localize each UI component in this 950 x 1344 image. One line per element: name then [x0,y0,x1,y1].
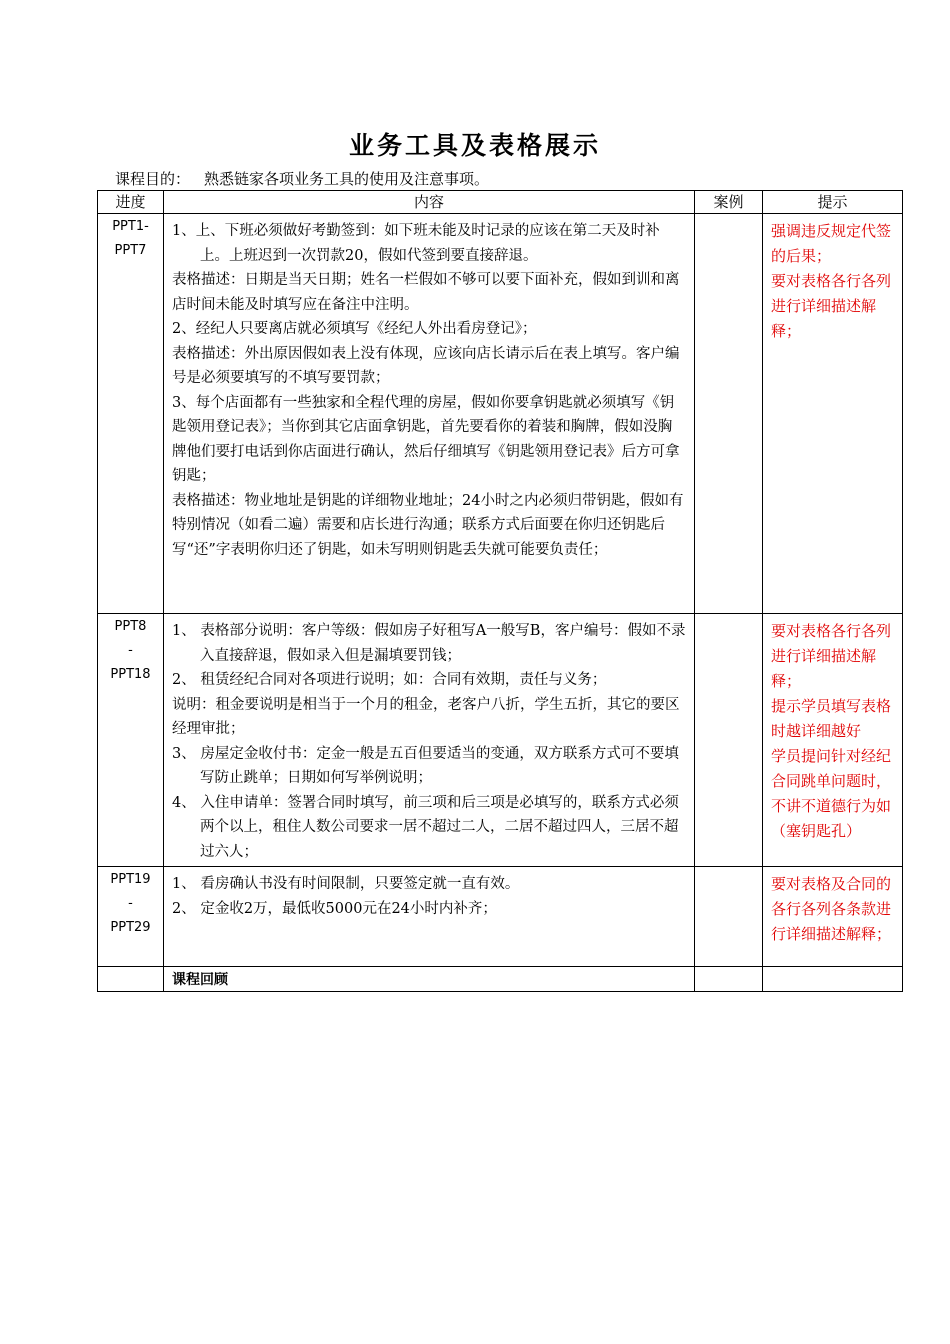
content-paragraph: 3、每个店面都有一些独家和全程代理的房屋，假如你要拿钥匙就必须填写《钥匙领用登记表》；当你到其它店面拿钥匙，首先要看你的着装和胸牌，假如没胸牌他们要打电话到你店面进行确认，然后仔细填写《钥匙领用登记表》后方可拿钥匙； [172,394,680,484]
progress-cell [98,867,164,967]
table-row [98,867,903,967]
content-paragraph: 表格描述：物业地址是钥匙的详细物业地址；24小时之内必须归带钥匙，假如有特别情况（如看二遍）需要和店长进行沟通；联系方式后面要在你归还钥匙后写“还”字表明你归还了钥匙，如未写明则钥匙丢失就可能要负责任； [172,492,684,558]
case-cell [695,614,763,867]
tip-text: 强调违反规定代签的后果； [771,222,892,265]
purpose-label: 课程目的： [115,170,191,188]
content-paragraph: 4、 入住申请单：签署合同时填写，前三项和后三项是必填写的，联系方式必须两个以上，租住人数公司要求一居不超过二人，二居不超过四人，三居不超过六人； [172,794,679,860]
progress-cell [98,214,164,614]
purpose-text: 熟悉链家各项业务工具的使用及注意事项。 [204,170,490,188]
tip-text: 要对表格及合同的各行各列各条款进行详细描述解释； [771,875,892,943]
table-header-row [98,191,903,214]
content-paragraph: 3、 房屋定金收付书：定金一般是五百但要适当的变通，双方联系方式可不要填写防止跳单；日期如何写举例说明； [172,745,679,786]
progress-cell [98,614,164,867]
course-purpose [115,168,489,189]
header-case: 案例 [695,191,763,214]
header-progress: 进度 [98,191,164,214]
tip-cell [763,867,903,967]
content-paragraph: 2、经纪人只要离店就必须填写《经纪人外出看房登记》； [172,321,537,337]
progress-text: PPT19 [110,872,151,887]
content-paragraph: 1、 表格部分说明：客户等级：假如房子好租写A一般写B，客户编号：假如不录入直接辞退，假如录入但是漏填要罚钱； [172,623,686,664]
review-tip-cell [763,967,903,992]
case-cell [695,867,763,967]
review-case-cell [695,967,763,992]
tip-text: 学员提问针对经纪合同跳单问题时，不讲不道德行为如（塞钥匙孔） [771,747,892,840]
tip-text: 要对表格各行各列进行详细描述解释； [771,622,892,690]
table-row [98,214,903,614]
review-label: 课程回顾 [164,967,695,992]
tip-text: 要对表格各行各列进行详细描述解释； [771,272,892,340]
review-progress-cell [98,967,164,992]
progress-text: PPT29 [110,920,151,935]
progress-text: PPT7 [114,243,147,258]
content-cell [164,214,695,614]
content-paragraph: 1、上、下班必须做好考勤签到：如下班未能及时记录的应该在第二天及时补上。上班迟到一次罚款20，假如代签到要直接辞退。 [172,223,660,264]
content-paragraph: 2、 定金收2万，最低收5000元在24小时内补齐； [172,900,497,917]
content-paragraph: 2、 租赁经纪合同对各项进行说明；如：合同有效期，责任与义务； [172,672,607,688]
progress-text: PPT8 [114,619,147,634]
content-paragraph: 表格描述：外出原因假如表上没有体现，应该向店长请示后在表上填写。客户编号是必须要填写的不填写要罚款； [172,345,680,386]
content-paragraph: 1、 看房确认书没有时间限制，只要签定就一直有效。 [172,876,520,892]
content-cell [164,614,695,867]
review-row [98,967,903,992]
page-title: 业务工具及表格展示 [348,131,601,160]
tip-cell [763,614,903,867]
progress-text: PPT18 [110,667,151,682]
table-row [98,614,903,867]
header-tip: 提示 [763,191,903,214]
tip-text: 提示学员填写表格时越详细越好 [771,697,892,740]
content-paragraph: 说明：租金要说明是相当于一个月的租金，老客户八折，学生五折，其它的要区经理审批； [172,696,680,737]
progress-text: PPT1- [112,219,149,234]
content-paragraph: 表格描述：日期是当天日期；姓名一栏假如不够可以要下面补充，假如到训和离店时间未能及时填写应在备注中注明。 [172,272,680,313]
progress-text: - [128,896,133,911]
course-table [97,190,903,992]
content-cell [164,867,695,967]
header-content: 内容 [164,191,695,214]
tip-cell [763,214,903,614]
progress-text: - [128,643,133,658]
case-cell [695,214,763,614]
